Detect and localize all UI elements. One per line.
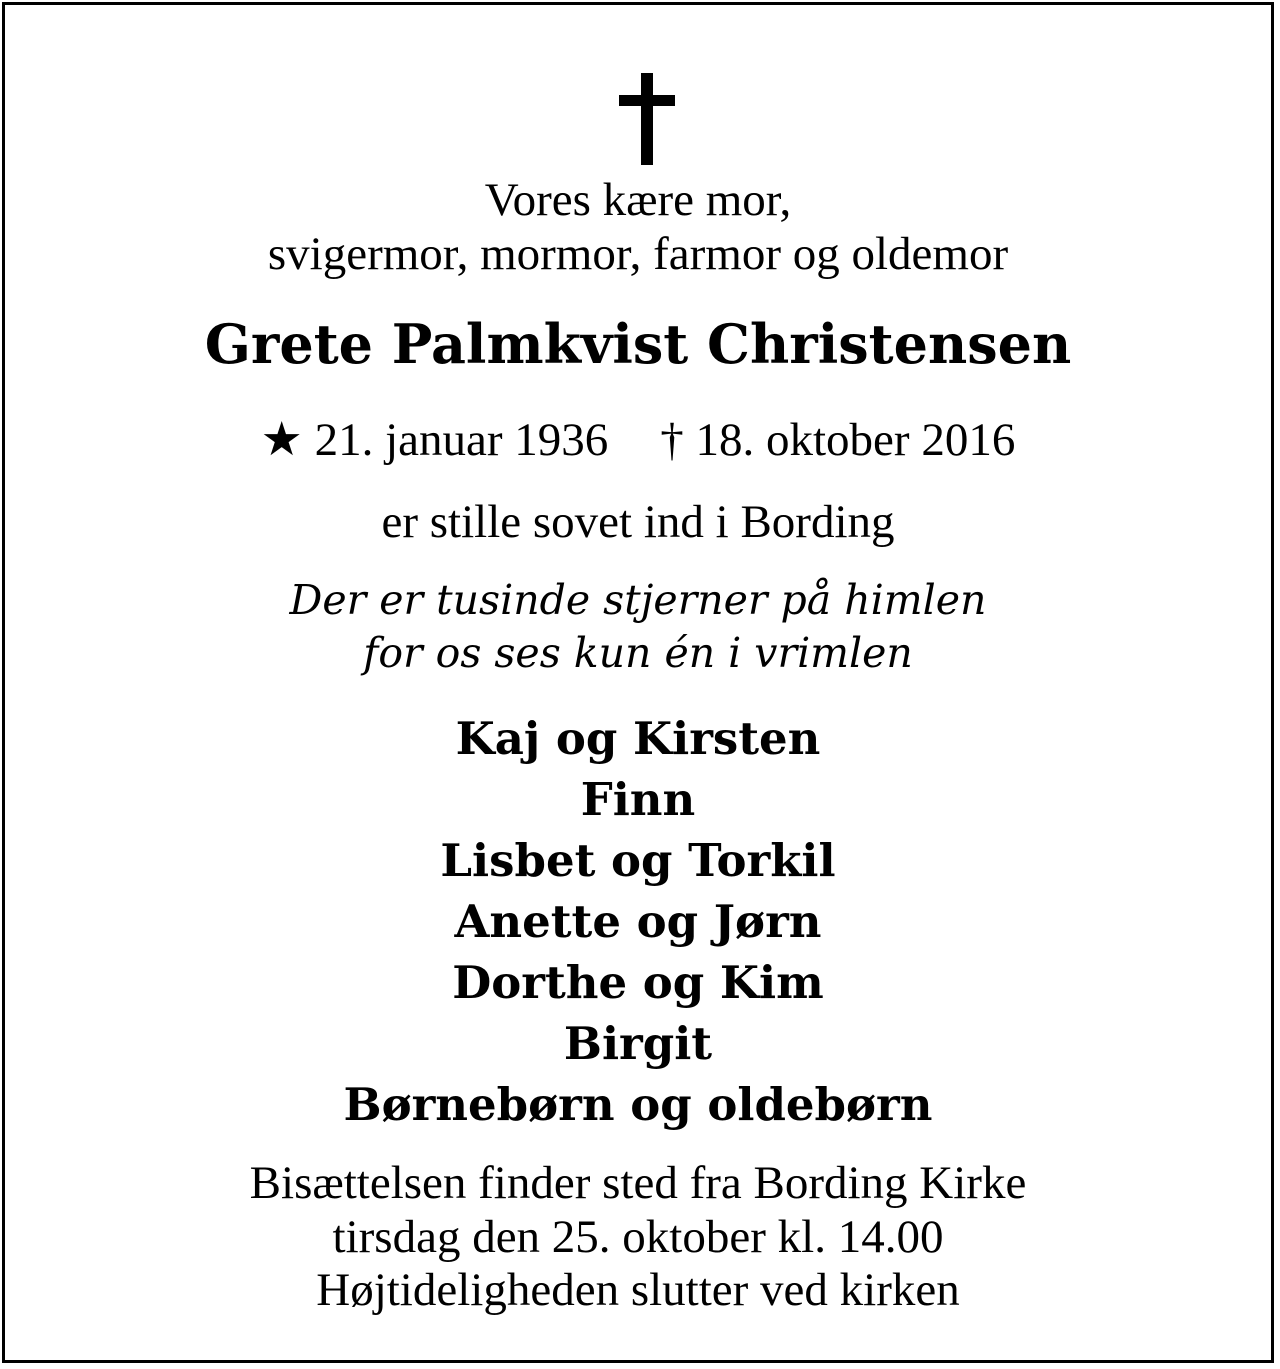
birth-date: 21. januar 1936	[314, 414, 609, 466]
family-member: Børnebørn og oldebørn	[343, 1078, 933, 1131]
intro-line-1: Vores kære mor,	[484, 174, 792, 226]
obituary-notice	[2, 2, 1274, 1363]
deceased-name: Grete Palmkvist Christensen	[204, 312, 1072, 376]
passed-text: er stille sovet ind i Bording	[381, 496, 895, 548]
family-member: Dorthe og Kim	[452, 956, 824, 1009]
family-member: Finn	[580, 773, 696, 826]
intro-line-2: svigermor, mormor, farmor og oldemor	[267, 228, 1009, 280]
death-date: 18. oktober 2016	[695, 414, 1016, 466]
birth-star-icon: ★	[260, 414, 303, 466]
death-dagger-icon: †	[660, 414, 684, 466]
family-member: Anette og Jørn	[454, 895, 822, 948]
life-dates	[5, 414, 1271, 466]
funeral-line-1: Bisættelsen finder sted fra Bording Kirke	[249, 1157, 1027, 1209]
family-member: Birgit	[563, 1017, 713, 1070]
family-member: Lisbet og Torkil	[440, 834, 836, 887]
funeral-line-3: Højtideligheden slutter ved kirken	[316, 1264, 960, 1316]
family-member: Kaj og Kirsten	[455, 712, 821, 765]
verse-line-2: for os ses kun én i vrimlen	[363, 629, 913, 677]
funeral-line-2: tirsdag den 25. oktober kl. 14.00	[332, 1211, 944, 1263]
cross-icon	[619, 73, 675, 165]
verse-line-1: Der er tusinde stjerner på himlen	[289, 576, 987, 624]
